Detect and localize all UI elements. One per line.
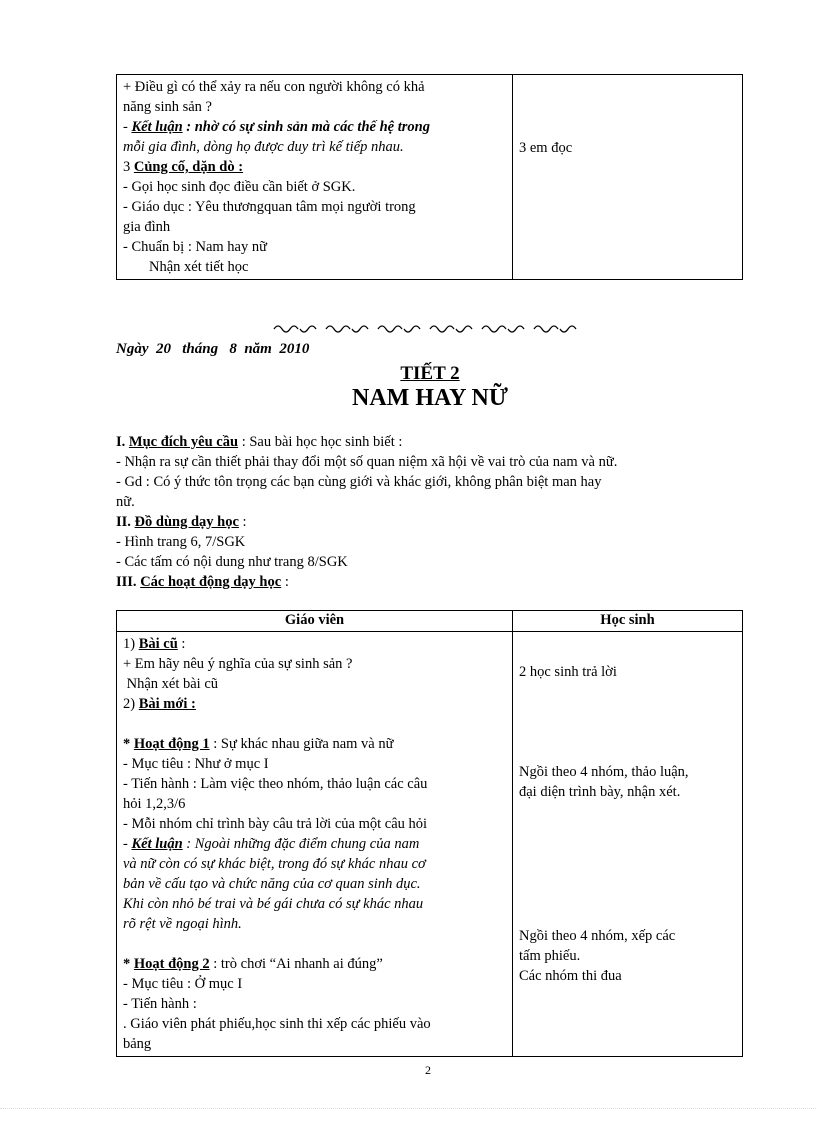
date-line: Ngày 20 tháng 8 năm 2010 [116, 341, 310, 357]
section-1-heading: I. Mục đích yêu cầu : Sau bài học học sinh biết : [116, 434, 403, 450]
activities-table [116, 610, 743, 1057]
text-line: - Nhận ra sự cần thiết phải thay đổi một số quan niệm xã hội về vai trò của nam và nữ. [116, 454, 618, 470]
student-text: đại diện trình bày, nhận xét. [519, 784, 681, 800]
text-line: Khi còn nhỏ bé trai và bé gái chưa có sự khác nhau [123, 896, 424, 912]
new-lesson-heading: 2) Bài mới : [123, 696, 196, 712]
text-line: gia đình [123, 219, 171, 235]
text-line: - Mục tiêu : Ở mục I [123, 976, 243, 992]
text-line: - Hình trang 6, 7/SGK [116, 534, 246, 550]
text-line: bản về cấu tạo và chức năng của cơ quan sinh dục. [123, 876, 421, 892]
text-line: + Điều gì có thể xảy ra nếu con người không có khả [123, 79, 425, 95]
text-line: - Mục tiêu : Như ở mục I [123, 756, 269, 772]
old-lesson-heading: 1) Bài cũ : [123, 636, 186, 652]
continuation-table [116, 74, 743, 280]
consolidation-heading: 3 Củng cố, dặn dò : [123, 159, 244, 175]
student-text: 2 học sinh trả lời [519, 664, 617, 680]
student-text: 3 em đọc [519, 140, 573, 156]
section-3 [116, 572, 756, 592]
section-2-heading: II. Đồ dùng dạy học : [116, 514, 247, 530]
section-1 [116, 432, 756, 512]
activity-2-heading: * Hoạt động 2 : trò chơi “Ai nhanh ai đúng” [123, 956, 383, 972]
section-2 [116, 512, 756, 572]
activity-1-heading: * Hoạt động 1 : Sự khác nhau giữa nam và nữ [123, 736, 394, 752]
decorative-separator [272, 322, 582, 338]
spacer [123, 934, 506, 954]
student-cell [513, 632, 743, 1057]
student-text: Ngồi theo 4 nhóm, thảo luận, [519, 764, 689, 780]
student-cell [513, 75, 743, 280]
conclusion-label: Kết luận [131, 119, 183, 135]
student-text: tấm phiếu. [519, 948, 581, 964]
column-header-student: Học sinh [513, 611, 743, 632]
text-line: rõ rệt về ngoại hình. [123, 916, 242, 932]
text-line: năng sinh sản ? [123, 99, 212, 115]
lesson-label: TIẾT 2 [400, 363, 460, 384]
text-line: Nhận xét tiết học [149, 259, 249, 275]
page-edge [0, 1108, 816, 1109]
text-line: + Em hãy nêu ý nghĩa của sự sinh sản ? [123, 656, 353, 672]
text-line: . Giáo viên phát phiếu,học sinh thi xếp các phiếu vào [123, 1016, 431, 1032]
conclusion-label: Kết luận [131, 836, 183, 852]
text-line: - Tiến hành : Làm việc theo nhóm, thảo luận các câu [123, 776, 428, 792]
section-3-heading: III. Các hoạt động dạy học : [116, 574, 289, 590]
text-line: mỗi gia đình, dòng họ được duy trì kế tiếp nhau. [123, 139, 404, 155]
separator-ornament-icon [272, 322, 582, 336]
conclusion-line: - Kết luận : Ngoài những đặc điểm chung của nam [123, 836, 420, 852]
student-text: Các nhóm thi đua [519, 968, 622, 984]
teacher-cell [117, 75, 513, 280]
text-line: hỏi 1,2,3/6 [123, 796, 186, 812]
table-row [117, 632, 743, 1057]
text-line: - Các tấm có nội dung như trang 8/SGK [116, 554, 348, 570]
text-line: - Gọi học sinh đọc điều cần biết ở SGK. [123, 179, 356, 195]
text-line: - Giáo dục : Yêu thươngquan tâm mọi người trong [123, 199, 416, 215]
text-line: bảng [123, 1036, 152, 1052]
column-header-teacher: Giáo viên [117, 611, 513, 632]
table-header-row [117, 611, 743, 632]
teacher-cell [117, 632, 513, 1057]
text-line: - Mỗi nhóm chỉ trình bày câu trả lời của một câu hỏi [123, 816, 428, 832]
text-line: - Chuẩn bị : Nam hay nữ [123, 239, 267, 255]
student-text: Ngồi theo 4 nhóm, xếp các [519, 928, 676, 944]
text-line: - Gd : Có ý thức tôn trọng các bạn cùng giới và khác giới, không phân biệt man hay [116, 474, 602, 490]
text-line: và nữ còn có sự khác biệt, trong đó sự khác nhau cơ [123, 856, 426, 872]
text-line: - Tiến hành : [123, 996, 197, 1012]
conclusion-line: - Kết luận : nhờ có sự sinh sản mà các thế hệ trong [123, 119, 430, 135]
spacer [123, 714, 506, 734]
text-line: nữ. [116, 494, 135, 510]
text-line: Nhận xét bài cũ [123, 676, 219, 692]
page-number: 2 [425, 1063, 431, 1077]
lesson-title: NAM HAY NỮ [352, 385, 508, 411]
